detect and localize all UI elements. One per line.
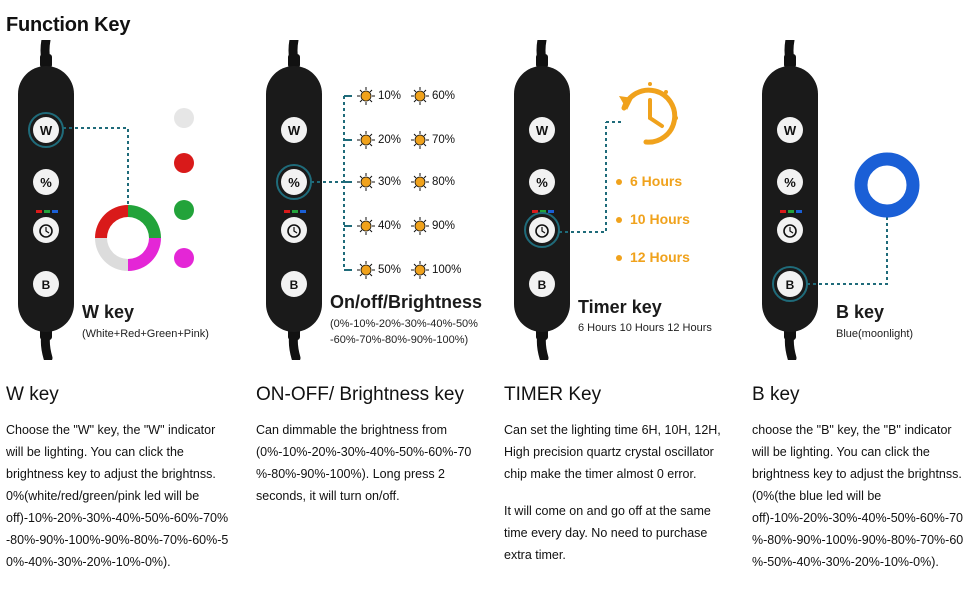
brightness-level: 50% <box>378 264 402 276</box>
svg-text:%: % <box>784 175 796 190</box>
brightness-level: 10% <box>378 90 402 102</box>
timer-option <box>616 211 690 227</box>
svg-text:W: W <box>783 123 797 138</box>
brightness-key-label: On/off/Brightness <box>330 292 482 312</box>
timer-section-title: TIMER Key <box>504 384 602 405</box>
brightness-description <box>256 419 481 507</box>
w-key-section-title: W key <box>6 384 59 405</box>
bullet-icon <box>616 255 622 261</box>
timer-description-paragraph: It will come on and go off at the same time every day. No need to purchase extra timer. <box>504 504 711 562</box>
pink-dot-icon <box>174 248 194 268</box>
blue-ring-icon <box>861 159 913 211</box>
svg-text:B: B <box>289 278 299 292</box>
svg-text:%: % <box>288 175 300 190</box>
timer-option <box>616 249 690 265</box>
timer-option <box>616 173 682 189</box>
white-dot-icon <box>174 108 194 128</box>
svg-text:W: W <box>535 123 549 138</box>
brightness-level: 20% <box>378 134 402 146</box>
brightness-level: 40% <box>378 220 402 232</box>
timer-key-options: 6 Hours 10 Hours 12 Hours <box>578 322 712 334</box>
w-key-colors: (White+Red+Green+Pink) <box>82 328 209 340</box>
panel-timer-key <box>496 0 736 600</box>
page-title: Function Key <box>6 14 131 36</box>
brightness-level: 70% <box>432 134 456 146</box>
timer-option-label: 12 Hours <box>630 249 690 265</box>
b-key-description-paragraph: choose the "B" key, the "B" indicator will be lighting. You can click the brightness key to adjust the brightnss.(0%(the blue led will be off)-10%-20%-30%-40%-50%-60%-70%-80%-90%-100%-90%-80%-70%-60%-50%-40%-30%-20%-10%-0%). <box>752 423 964 569</box>
svg-text:%: % <box>40 175 52 190</box>
timer-description <box>504 419 729 566</box>
red-dot-icon <box>174 153 194 173</box>
brightness-key-range-line-2: -60%-70%-80%-90%-100%) <box>330 334 469 346</box>
panel-b-key <box>744 0 970 600</box>
w-key-description <box>6 419 231 573</box>
timer-key-label: Timer key <box>578 297 662 317</box>
b-key-label: B key <box>836 302 885 322</box>
brightness-key-range-line-1: (0%-10%-20%-30%-40%-50% <box>330 318 478 330</box>
w-key-description-paragraph: Choose the "W" key, the "W" indicator will be lighting. You can click the brightness key to adjust the brightnss. 0%(white/red/green/pink led will be off)-10%-20%-30%-40%-50%-60%-70%-80%-90%-100%-90%-80%-70%-60%-50%-40%-30%-20%-10%-0%). <box>6 423 229 569</box>
timer-clock-icon <box>619 82 678 142</box>
timer-description-paragraph: Can set the lighting time 6H, 10H, 12H, High precision quartz crystal oscillator chip make the timer almost 0 error. <box>504 423 721 481</box>
b-key-mode: Blue(moonlight) <box>836 328 914 340</box>
brightness-level: 90% <box>432 220 456 232</box>
svg-text:W: W <box>39 123 53 138</box>
brightness-level: 30% <box>378 176 402 188</box>
timer-option-label: 10 Hours <box>630 211 690 227</box>
panel-w-key <box>0 0 240 600</box>
svg-text:B: B <box>785 278 795 292</box>
svg-text:W: W <box>287 123 301 138</box>
brightness-level: 60% <box>432 90 456 102</box>
svg-text:B: B <box>41 278 51 292</box>
rgb-ring-icon <box>95 205 161 271</box>
bullet-icon <box>616 179 622 185</box>
b-key-section-title: B key <box>752 384 800 405</box>
brightness-level: 100% <box>432 264 462 276</box>
timer-option-label: 6 Hours <box>630 173 683 189</box>
brightness-section-title: ON-OFF/ Brightness key <box>256 384 464 405</box>
svg-text:%: % <box>536 175 548 190</box>
brightness-description-paragraph: Can dimmable the brightness from (0%-10%-20%-30%-40%-50%-60%-70%-80%-90%-100%). Long press 2 seconds, it will turn on/off. <box>256 423 472 503</box>
w-key-label: W key <box>82 302 135 322</box>
svg-text:B: B <box>537 278 547 292</box>
panel-brightness-key <box>248 0 488 600</box>
b-key-description <box>752 419 968 573</box>
green-dot-icon <box>174 200 194 220</box>
brightness-level: 80% <box>432 176 456 188</box>
bullet-icon <box>616 217 622 223</box>
